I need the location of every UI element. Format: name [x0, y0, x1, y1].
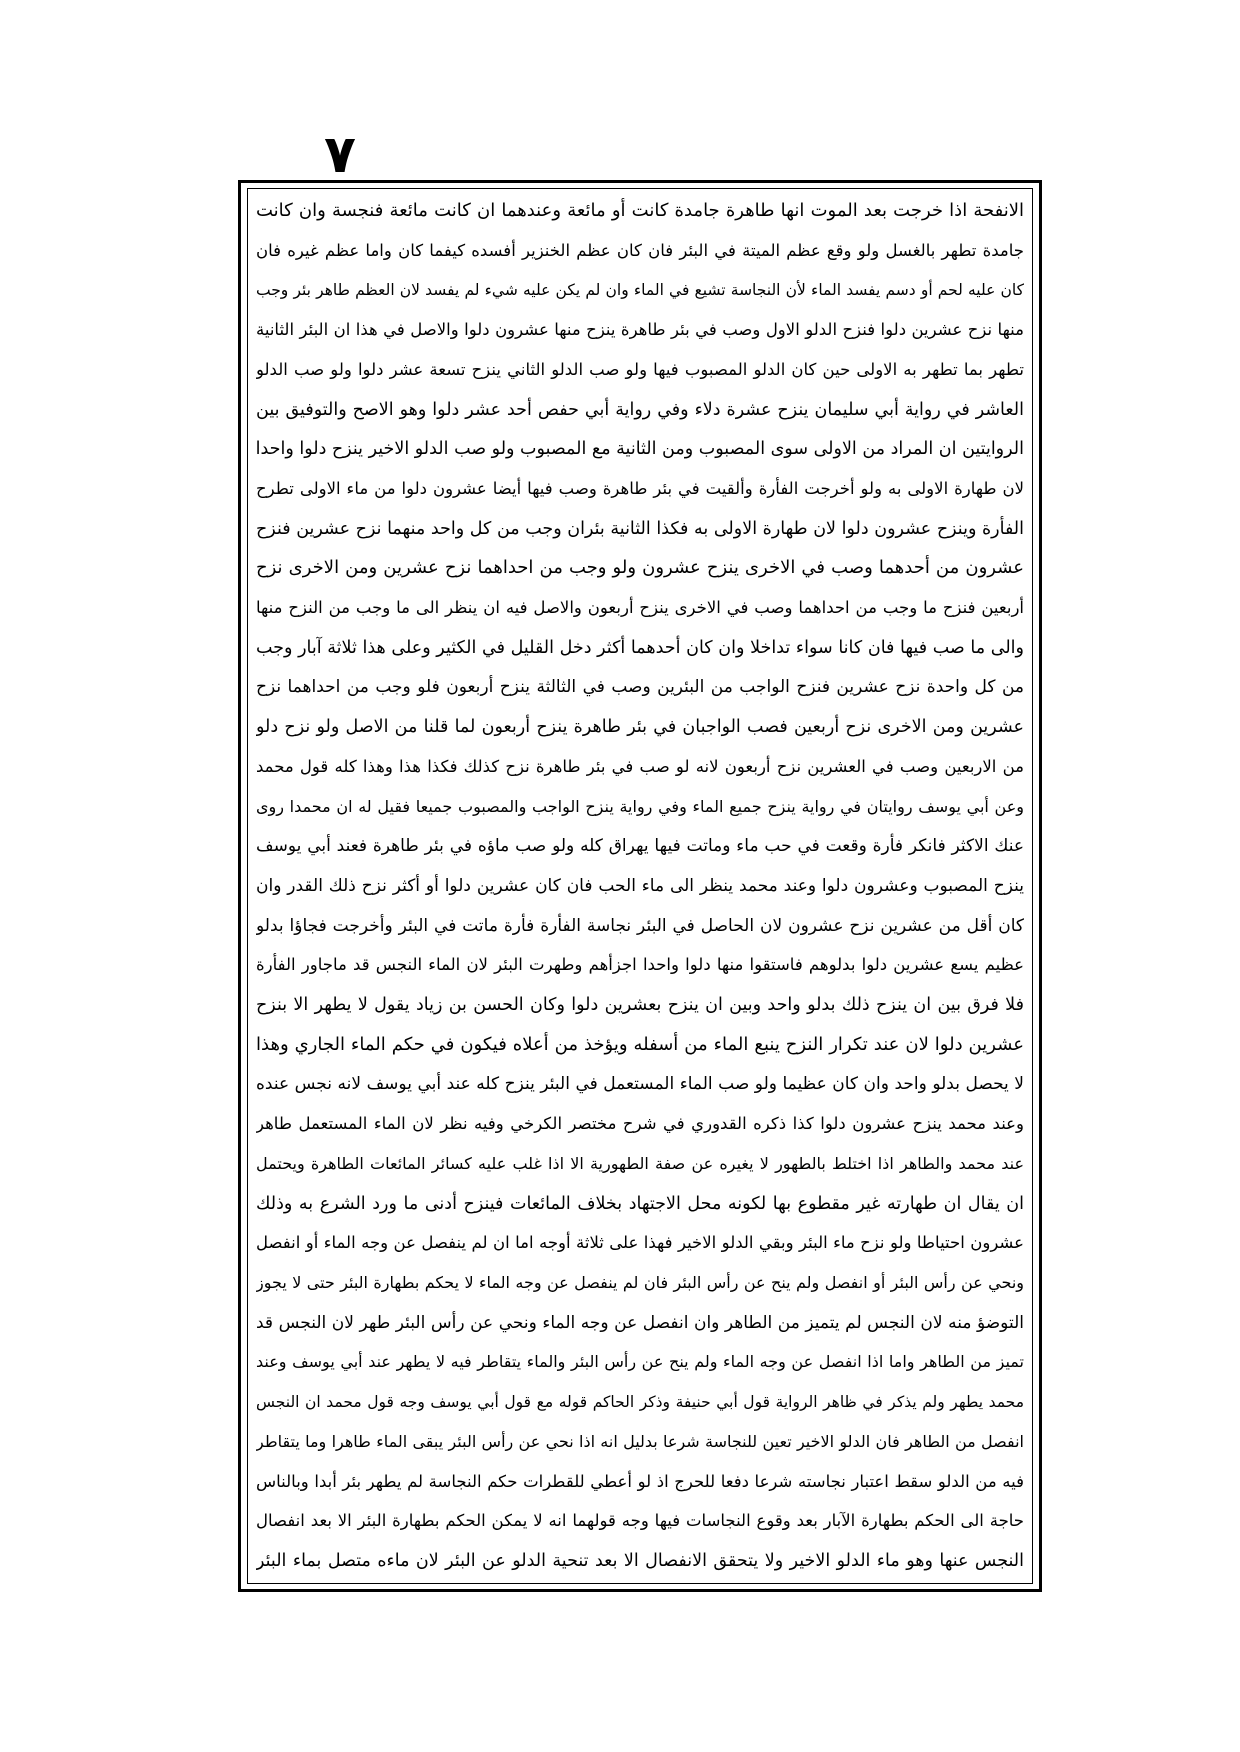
text-line: عظيم يسع عشرين دلوا بدلوهم فاستقوا منها دلوا واحدا اجزأهم وطهرت البئر لان الماء النجس قد ماجاور الفأرة	[256, 955, 1024, 975]
text-line: والى ما صب فيها فان كانا سواء تداخلا وان كان أحدهما أكثر دخل القليل في الكثير وعلى هذا ثلاثة آبار وجب	[256, 637, 1024, 658]
text-line: كان عليه لحم أو دسم يفسد الماء لأن النجاسة تشيع في الماء وان لم يكن عليه شيء لم يفسد لان العظم طاهر بئر وجب	[256, 281, 1024, 300]
text-line: العاشر في رواية أبي سليمان ينزح عشرة دلاء وفي رواية أبي حفص أحد عشر دلوا وهو الاصح والتوفيق بين	[256, 399, 1024, 420]
text-line: التوضؤ منه لان النجس لم يتميز من الطاهر وان انفصل عن وجه الماء ونحي عن رأس البئر طهر لان النجس قد	[256, 1312, 1024, 1333]
text-line: عنك الاكثر فانكر فأرة وقعت في حب ماء وماتت فيها يهراق كله ولو صب ماؤه في بئر طاهرة فعند أبي يوسف	[256, 836, 1024, 857]
text-line: عشرون من أحدهما وصب في الاخرى ينزح عشرون ولو وجب من احداهما نزح عشرين ومن الاخرى نزح	[256, 557, 1024, 579]
text-line: انفصل من الطاهر فان الدلو الاخير تعين للنجاسة شرعا بدليل انه اذا نحي عن رأس البئر يبقى الماء طاهرا وما يتقاطر	[256, 1431, 1024, 1451]
arabic-text-body	[256, 194, 1024, 1578]
text-line: الانفحة اذا خرجت بعد الموت انها طاهرة جامدة كانت أو مائعة وعندهما ان كانت مائعة فنجسة وان كانت	[256, 200, 1024, 221]
text-line: عشرون احتياطا ولو نزح ماء البئر وبقي الدلو الاخير فهذا على ثلاثة أوجه اما ان لم ينفصل عن وجه الماء أو انفصل	[256, 1233, 1024, 1253]
text-line: وعند محمد ينزح عشرون دلوا كذا ذكره القدوري في شرح مختصر الكرخي وفيه نظر لان الماء المستعمل طاهر	[256, 1114, 1024, 1134]
text-line: ونحي عن رأس البئر أو انفصل ولم ينح عن رأس البئر فان لم ينفصل عن وجه الماء لا يحكم بطهارة البئر حتى لا يجوز	[256, 1272, 1024, 1292]
text-line: ينزح المصبوب وعشرون دلوا وعند محمد ينظر الى ماء الحب فان كان عشرين دلوا أو أكثر نزح ذلك القدر وان	[256, 875, 1024, 896]
text-line: لا يحصل بدلو واحد وان كان عظيما ولو صب الماء المستعمل في البئر ينزح كله عند أبي يوسف لانه نجس عنده	[256, 1074, 1024, 1095]
text-line: الفأرة وينزح عشرون دلوا لان طهارة الاولى به فكذا الثانية بئران وجب من كل واحد منهما نزح عشرين فنزح	[256, 518, 1024, 539]
text-line: ان يقال ان طهارته غير مقطوع بها لكونه محل الاجتهاد بخلاف المائعات فينزح أدنى ما ورد الشرع به وذلك	[256, 1193, 1024, 1214]
text-line: النجس عنها وهو ماء الدلو الاخير ولا يتحقق الانفصال الا بعد تنحية الدلو عن البئر لان ماءه متصل بماء البئر	[256, 1550, 1024, 1571]
text-line: وعن أبي يوسف روايتان في رواية ينزح جميع الماء وفي رواية ينزح الواجب والمصبوب جميعا فقيل له ان محمدا روى	[256, 796, 1024, 816]
text-line: الروايتين ان المراد من الاولى سوى المصبوب ومن الثانية مع المصبوب ولو صب الدلو الاخير ينزح دلوا واحدا	[256, 439, 1024, 460]
text-line: عشرين ومن الاخرى نزح أربعين فصب الواجبان في بئر طاهرة ينزح أربعون لما قلنا من الاصل ولو نزح دلو	[256, 717, 1024, 738]
page-number: ٧	[324, 125, 356, 185]
text-line: فيه من الدلو سقط اعتبار نجاسته شرعا دفعا للحرج اذ لو أعطي للقطرات حكم النجاسة لم يطهر بئر أبدا وبالناس	[256, 1471, 1024, 1491]
text-line: عشرين دلوا لان عند تكرار النزح ينبع الماء من أسفله ويؤخذ من أعلاه فيكون في حكم الماء الجاري وهذا	[256, 1033, 1024, 1055]
text-line: جامدة تطهر بالغسل ولو وقع عظم الميتة في البئر فان كان عظم الخنزير أفسده كيفما كان واما عظم غيره فان	[256, 240, 1024, 260]
text-line: تميز من الطاهر واما اذا انفصل عن وجه الماء ولم ينح عن رأس البئر والماء يتقاطر فيه لا يطهر عند أبي يوسف وعند	[256, 1352, 1024, 1372]
text-line: محمد يطهر ولم يذكر في ظاهر الرواية قول أبي حنيفة وذكر الحاكم قوله مع قول أبي يوسف وجه قول محمد ان النجس	[256, 1393, 1024, 1412]
text-line: فلا فرق بين ان ينزح ذلك بدلو واحد وبين ان ينزح بعشرين دلوا وكان الحسن بن زياد يقول لا يطهر الا بنزح	[256, 995, 1024, 1016]
text-line: تطهر بما تطهر به الاولى حين كان الدلو المصبوب فيها ولو صب الدلو الثاني ينزح تسعة عشر دلوا ولو صب الدلو	[256, 359, 1024, 379]
text-line: أربعين فنزح ما وجب من احداهما وصب في الاخرى ينزح أربعون والاصل فيه ان ينظر الى ما وجب من النزح منها	[256, 598, 1024, 618]
text-line: كان أقل من عشرين نزح عشرون لان الحاصل في البئر نجاسة الفأرة فأرة ماتت في البئر وأخرجت فجاؤا بدلو	[256, 915, 1024, 936]
text-line: منها نزح عشرين دلوا فنزح الدلو الاول وصب في بئر طاهرة ينزح منها عشرون دلوا والاصل في هذا ان البئر الثانية	[256, 320, 1024, 340]
text-line: حاجة الى الحكم بطهارة الآبار بعد وقوع النجاسات فيها وجه قولهما انه لا يمكن الحكم بطهارة البئر الا بعد انفصال	[256, 1511, 1024, 1531]
text-line: لان طهارة الاولى به ولو أخرجت الفأرة وألقيت في بئر طاهرة وصب فيها أيضا عشرون دلوا من ماء الاولى تطرح	[256, 478, 1024, 498]
text-line: من الاربعين وصب في العشرين نزح أربعون لانه لو صب في بئر طاهرة نزح كذلك فكذا هذا وهذا كله قول محمد	[256, 756, 1024, 776]
text-line: من كل واحدة نزح عشرين فنزح الواجب من البئرين وصب في الثالثة ينزح أربعون فلو وجب من احداهما نزح	[256, 677, 1024, 698]
text-line: عند محمد والطاهر اذا اختلط بالطهور لا يغيره عن صفة الطهورية الا اذا غلب عليه كسائر المائعات الطاهرة ويحتمل	[256, 1153, 1024, 1173]
